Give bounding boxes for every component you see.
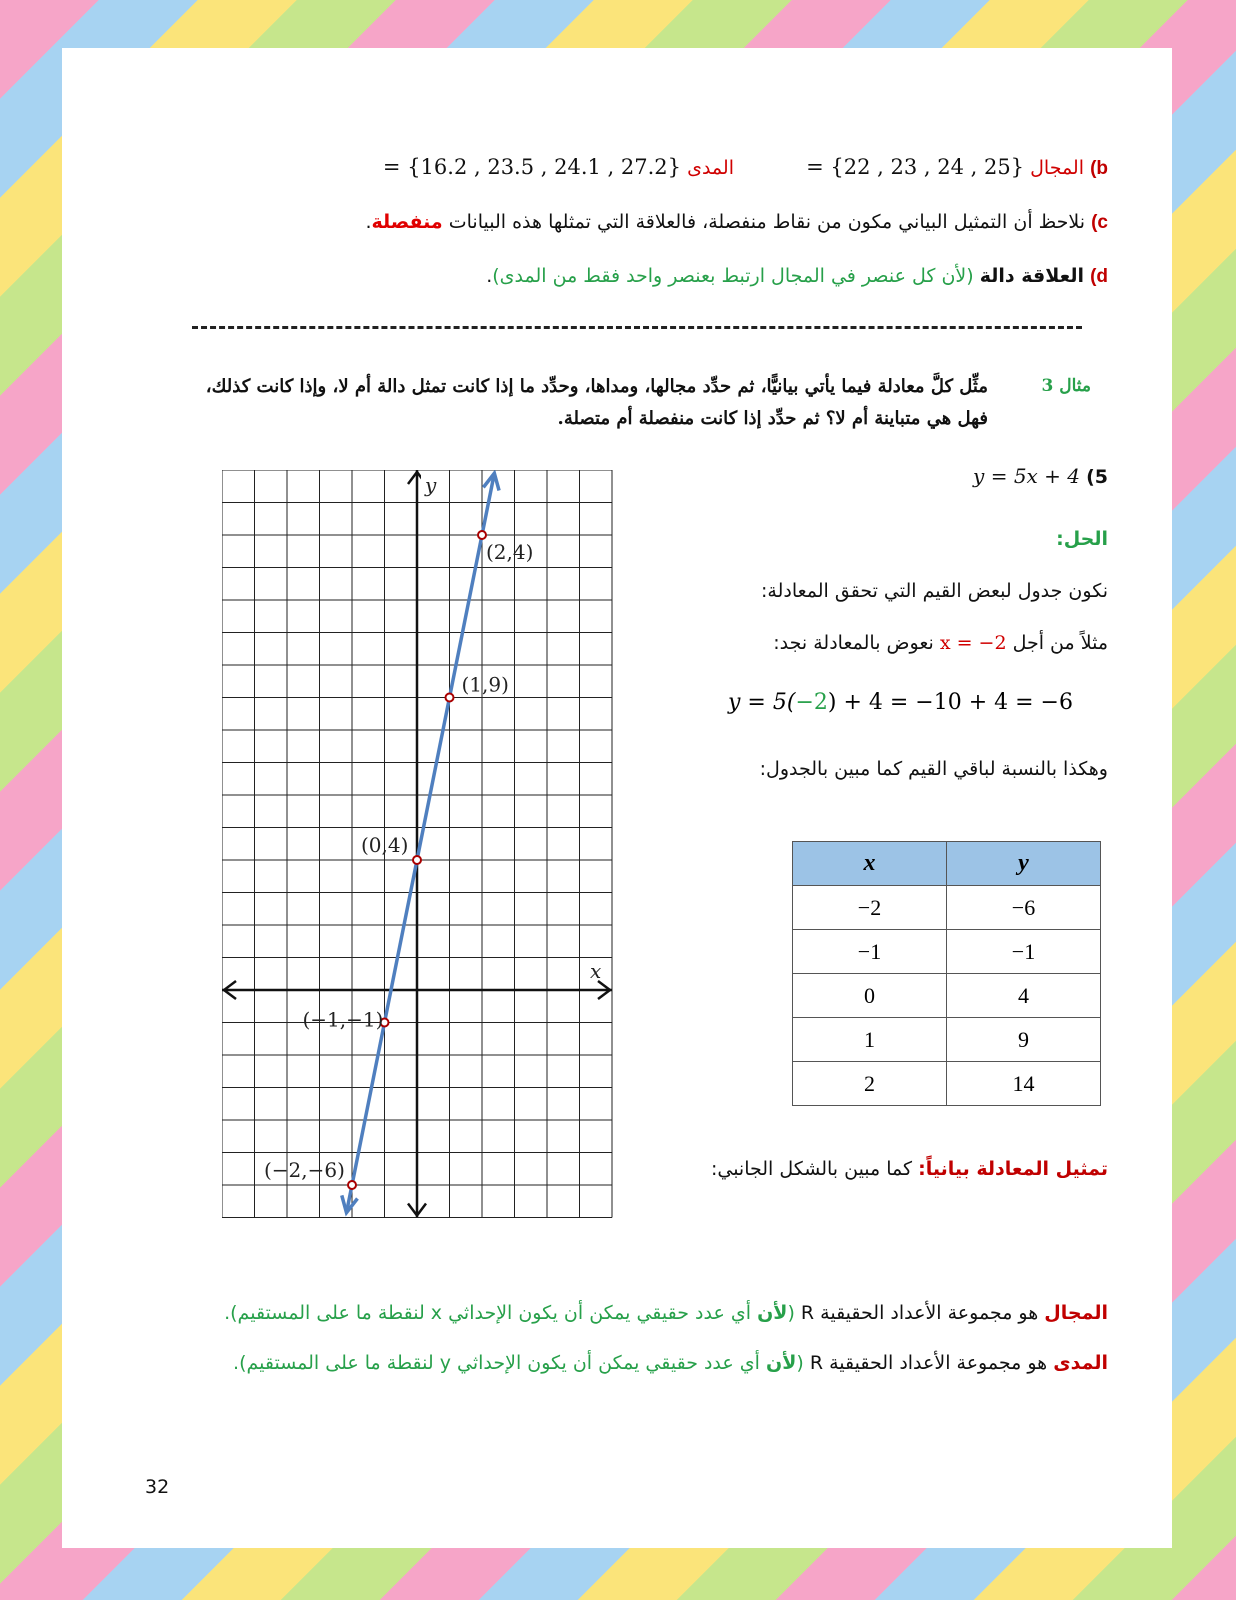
part-c-label: c): [1091, 212, 1108, 233]
range-line-word: المدى: [1053, 1352, 1108, 1374]
example-line-2: فهل هي متباينة أم لا؟ ثم حدِّد إذا كانت منفصلة أم متصلة.: [557, 408, 988, 429]
table-row: [793, 1018, 1101, 1062]
table-cell: 0: [793, 974, 947, 1018]
problem-line: [973, 464, 1108, 488]
calc-c: ) + 4 = −10 + 4 = −6: [827, 690, 1073, 715]
calc-a: y = 5(: [728, 690, 796, 715]
domain-line-word: المجال: [1044, 1302, 1108, 1324]
table-cell: 2: [793, 1062, 947, 1106]
page-number: 32: [145, 1476, 170, 1498]
example-label: مثال 3: [1041, 376, 1091, 396]
range-line-open: (: [796, 1352, 804, 1374]
graph-caption: [711, 1158, 1108, 1180]
range-set: = {16.2 , 23.5 , 24.1 , 27.2}: [382, 155, 682, 179]
domain-line-because: لأن: [757, 1302, 788, 1324]
data-point-label: (1,9): [461, 672, 509, 697]
part-b-label: b): [1090, 158, 1108, 179]
part-c-line: [365, 211, 1108, 234]
graph-caption-bold: تمثيل المعادلة بيانياً:: [918, 1158, 1108, 1180]
domain-set: = {22 , 23 , 24 , 25}: [806, 155, 1025, 179]
values-table: [792, 841, 1101, 1106]
table-header-x: x: [793, 842, 947, 886]
table-cell: −2: [793, 886, 947, 930]
part-d-reason: (لأن كل عنصر في المجال ارتبط بعنصر واحد فقط من المدى): [492, 265, 974, 287]
data-point: [478, 531, 486, 539]
range-line: [233, 1352, 1108, 1374]
example-line-1: مثِّل كلَّ معادلة فيما يأتي بيانيًّا، ثم حدِّد مجالها، ومداها، وحدِّد ما إذا كانت تمثل دالة أم لا، وإذا كانت كذلك،: [205, 376, 988, 397]
part-c-end: .: [365, 211, 372, 233]
data-point-label: (−2,−6): [264, 1158, 345, 1182]
data-point: [446, 694, 454, 702]
data-point: [413, 856, 421, 864]
table-cell: 9: [947, 1018, 1101, 1062]
y-axis-label: y: [425, 473, 437, 497]
graph-axes: [222, 470, 612, 1218]
table-row: [793, 886, 1101, 930]
graph-marks: [264, 473, 533, 1212]
domain-word: المجال: [1030, 157, 1085, 179]
solution-step-3: وهكذا بالنسبة لباقي القيم كما مبين بالجدول:: [759, 758, 1108, 780]
data-point: [348, 1181, 356, 1189]
data-point-label: (2,4): [486, 540, 534, 564]
solution-step-2: [773, 632, 1108, 654]
x-axis-label: x: [590, 959, 602, 983]
table-cell: 1: [793, 1018, 947, 1062]
part-d-label: d): [1090, 266, 1108, 287]
domain-line-text: هو مجموعة الأعداد الحقيقية R: [800, 1302, 1039, 1324]
table-cell: −1: [793, 930, 947, 974]
domain-line-reason: أي عدد حقيقي يمكن أن يكون الإحداثي x لنقطة ما على المستقيم).: [224, 1302, 752, 1324]
part-c-text: نلاحظ أن التمثيل البياني مكون من نقاط منفصلة، فالعلاقة التي تمثلها هذه البيانات: [448, 211, 1086, 233]
step2-post: نعوض بالمعادلة نجد:: [773, 632, 934, 654]
data-point-label: (0,4): [361, 833, 409, 857]
table-cell: −1: [947, 930, 1101, 974]
part-d-end: .: [486, 265, 493, 287]
calc-b: −2: [795, 690, 828, 715]
table-header-row: [793, 842, 1101, 886]
step2-x: x = −2: [939, 632, 1007, 654]
table-cell: 4: [947, 974, 1101, 1018]
section-divider: [192, 326, 1082, 329]
graph-caption-text: كما مبين بالشكل الجانبي:: [710, 1158, 913, 1180]
solution-calc: [728, 690, 1073, 715]
step2-pre: مثلاً من أجل: [1012, 632, 1108, 654]
table-row: [793, 1062, 1101, 1106]
table-cell: 14: [947, 1062, 1101, 1106]
part-d-line: [486, 265, 1108, 288]
solution-step-1: نكون جدول لبعض القيم التي تحقق المعادلة:: [760, 580, 1108, 602]
part-b-line: [383, 155, 1108, 180]
range-line-text: هو مجموعة الأعداد الحقيقية R: [809, 1352, 1048, 1374]
problem-number: 5): [1086, 466, 1108, 488]
line-graph: [222, 470, 622, 1250]
data-point-label: (−1,−1): [302, 1007, 384, 1032]
domain-line: [224, 1302, 1108, 1324]
solution-heading: الحل:: [1056, 528, 1108, 550]
range-line-reason: أي عدد حقيقي يمكن أن يكون الإحداثي y لنقطة ما على المستقيم).: [233, 1352, 760, 1374]
part-c-highlight: منفصلة: [371, 211, 443, 233]
domain-line-open: (: [787, 1302, 795, 1324]
range-line-because: لأن: [765, 1352, 797, 1374]
table-cell: −6: [947, 886, 1101, 930]
table-header-y: y: [947, 842, 1101, 886]
range-word: المدى: [687, 157, 734, 179]
table-row: [793, 930, 1101, 974]
part-d-bold: العلاقة دالة: [979, 265, 1085, 287]
problem-equation: y = 5x + 4: [973, 464, 1081, 488]
table-row: [793, 974, 1101, 1018]
